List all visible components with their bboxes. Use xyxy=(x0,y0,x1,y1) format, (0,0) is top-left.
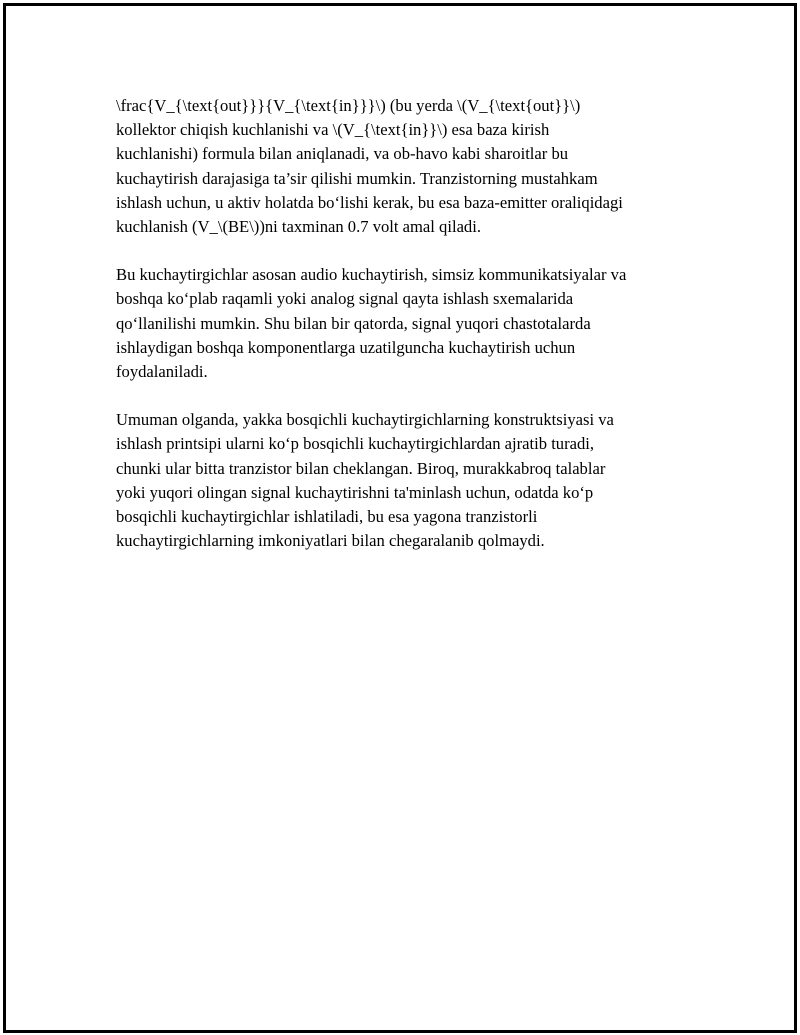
text-line: kollektor chiqish kuchlanishi va \(V_{\text{in}}\) esa baza kirish xyxy=(116,120,550,140)
text-line: ishlash printsipi ularni ko‘p bosqichli kuchaytirgichlardan ajratib turadi, xyxy=(116,434,595,454)
text-line: bosqichli kuchaytirgichlar ishlatiladi, bu esa yagona tranzistorli xyxy=(116,507,538,527)
document-body xyxy=(116,94,696,577)
text-line: kuchlanishi) formula bilan aniqlanadi, va ob-havo kabi sharoitlar bu xyxy=(116,144,569,164)
text-line: kuchaytirish darajasiga ta’sir qilishi mumkin. Tranzistorning mustahkam xyxy=(116,168,598,188)
paragraph-1 xyxy=(116,94,696,239)
text-line: kuchlanish (V_\(BE\))ni taxminan 0.7 volt amal qiladi. xyxy=(116,217,481,237)
text-line: Umuman olganda, yakka bosqichli kuchaytirgichlarning konstruktsiyasi va xyxy=(116,410,614,430)
text-line: ishlash uchun, u aktiv holatda bo‘lishi kerak, bu esa baza-emitter oraliqidagi xyxy=(116,192,623,212)
text-line: boshqa ko‘plab raqamli yoki analog signal qayta ishlash sxemalarida xyxy=(116,289,574,309)
text-line: Bu kuchaytirgichlar asosan audio kuchaytirish, simsiz kommunikatsiyalar va xyxy=(116,265,627,285)
text-line: \frac{V_{\text{out}}}{V_{\text{in}}}\) (bu yerda \(V_{\text{out}}\) xyxy=(116,96,581,115)
text-line: chunki ular bitta tranzistor bilan cheklangan. Biroq, murakkabroq talablar xyxy=(116,458,606,478)
text-line: kuchaytirgichlarning imkoniyatlari bilan chegaralanib qolmaydi. xyxy=(116,531,545,551)
text-line: foydalaniladi. xyxy=(116,362,208,382)
text-line: yoki yuqori olingan signal kuchaytirishni ta'minlash uchun, odatda ko‘p xyxy=(116,482,594,502)
paragraph-2 xyxy=(116,263,696,384)
paragraph-3 xyxy=(116,408,696,553)
text-line: ishlaydigan boshqa komponentlarga uzatilguncha kuchaytirish uchun xyxy=(116,337,576,357)
text-line: qo‘llanilishi mumkin. Shu bilan bir qatorda, signal yuqori chastotalarda xyxy=(116,313,591,333)
